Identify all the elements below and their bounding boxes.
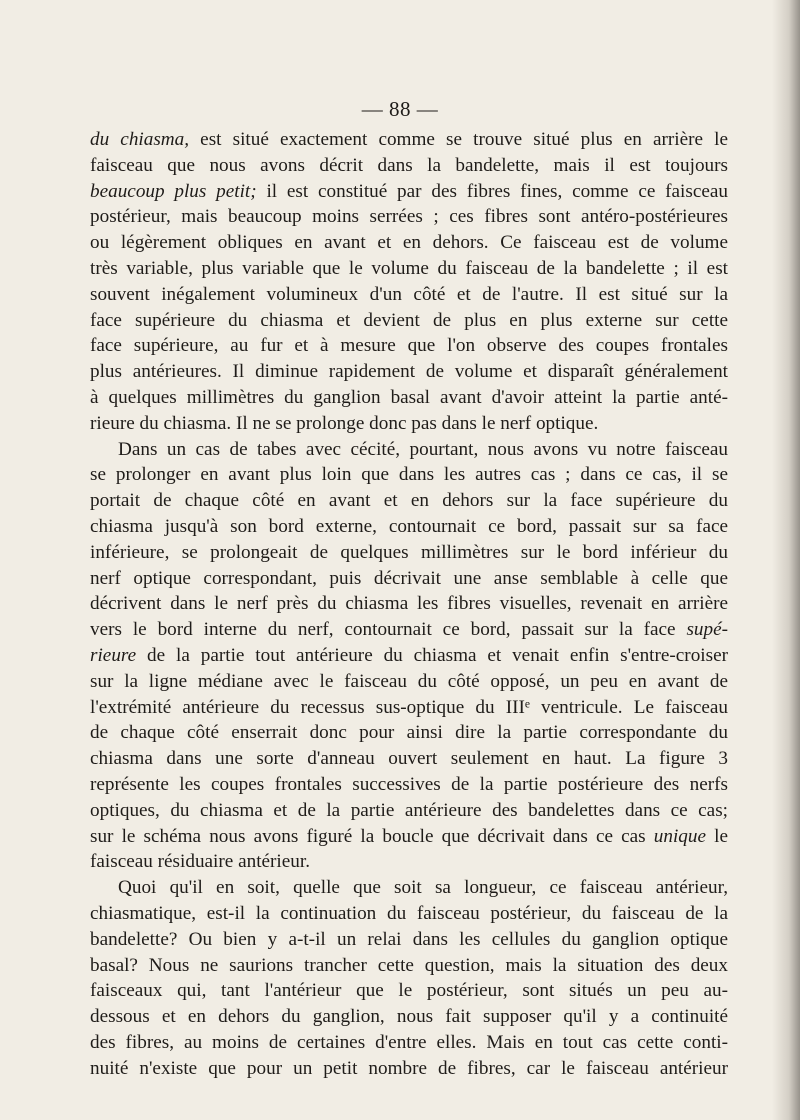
text-line xyxy=(90,849,728,875)
text-line xyxy=(90,824,728,850)
text-line xyxy=(90,746,728,772)
text-segment: inférieure, se prolongeait de quelques millimètres sur le bord inférieur du xyxy=(90,541,728,563)
text-segment: sur le schéma nous avons figuré la boucle que décrivait dans ce cas xyxy=(90,825,654,847)
text-segment: faisceau résiduaire antérieur. xyxy=(90,851,310,873)
text-line xyxy=(90,514,728,540)
text-segment: nerf optique correspondant, puis décrivait une anse semblable à celle que xyxy=(90,567,728,589)
text-line xyxy=(90,901,728,927)
text-line xyxy=(90,798,728,824)
text-line xyxy=(90,953,728,979)
text-segment: l'extrémité antérieure du recessus sus-optique du IIIᵉ ventricule. Le faisceau xyxy=(90,696,728,718)
text-line xyxy=(90,359,728,385)
text-line xyxy=(90,385,728,411)
page-gutter-shadow xyxy=(772,0,800,1120)
italic-text: supé- xyxy=(686,619,728,641)
text-line xyxy=(90,179,728,205)
text-segment: face supérieure du chiasma et devient de plus en plus externe sur cette xyxy=(90,309,728,331)
text-segment: Dans un cas de tabes avec cécité, pourtant, nous avons vu notre faisceau xyxy=(118,438,728,460)
text-segment: représente les coupes frontales successives de la partie postérieure des nerfs xyxy=(90,773,728,795)
text-segment: très variable, plus variable que le volume du faisceau de la bandelette ; il est xyxy=(90,257,728,279)
text-line xyxy=(90,153,728,179)
text-line xyxy=(90,875,728,901)
italic-text: rieure xyxy=(90,644,137,666)
text-segment: chiasma jusqu'à son bord externe, contournait ce bord, passait sur sa face xyxy=(90,515,728,537)
text-line xyxy=(90,411,728,437)
text-line xyxy=(90,333,728,359)
text-segment: basal? Nous ne saurions trancher cette question, mais la situation des deux xyxy=(90,954,728,976)
text-segment: faisceaux qui, tant l'antérieur que le postérieur, sont situés un peu au- xyxy=(90,980,728,1002)
text-segment: dessous et en dehors du ganglion, nous fait supposer qu'il y a continuité xyxy=(90,1006,728,1028)
text-line xyxy=(90,204,728,230)
text-line xyxy=(90,488,728,514)
text-line xyxy=(90,1004,728,1030)
text-line xyxy=(90,978,728,1004)
text-segment: plus antérieures. Il diminue rapidement de volume et disparaît généralement xyxy=(90,361,728,383)
text-line xyxy=(90,1056,728,1082)
text-segment: de la partie tout antérieure du chiasma et venait enfin s'entre-croiser xyxy=(136,644,728,666)
text-segment: chiasma dans une sorte d'anneau ouvert seulement en haut. La figure 3 xyxy=(90,748,728,770)
text-line xyxy=(90,772,728,798)
text-segment: sur la ligne médiane avec le faisceau du côté opposé, un peu en avant de xyxy=(90,670,728,692)
page-number: — 88 — xyxy=(361,97,439,121)
text-segment: face supérieure, au fur et à mesure que l'on observe des coupes frontales xyxy=(90,335,728,357)
text-line xyxy=(90,720,728,746)
text-segment: des fibres, au moins de certaines d'entre elles. Mais en tout cas cette conti- xyxy=(90,1031,728,1053)
text-line xyxy=(90,308,728,334)
text-segment: nuité n'existe que pour un petit nombre de fibres, car le faisceau antérieur xyxy=(90,1057,728,1079)
italic-text: beaucoup plus petit; xyxy=(90,180,257,202)
text-line xyxy=(90,566,728,592)
text-line xyxy=(90,1030,728,1056)
text-segment: souvent inégalement volumineux d'un côté et de l'autre. Il est situé sur la xyxy=(90,283,728,305)
text-segment: ou légèrement obliques en avant et en dehors. Ce faisceau est de volume xyxy=(90,232,728,254)
text-line xyxy=(90,643,728,669)
text-line xyxy=(90,230,728,256)
text-segment: de chaque côté enserrait donc pour ainsi dire la partie correspondante du xyxy=(90,722,728,744)
text-segment: faisceau que nous avons décrit dans la bandelette, mais il est toujours xyxy=(90,154,728,176)
text-segment: rieure du chiasma. Il ne se prolonge donc pas dans le nerf optique. xyxy=(90,412,599,434)
text-segment: postérieur, mais beaucoup moins serrées ; ces fibres sont antéro-postérieures xyxy=(90,206,728,228)
text-segment: le xyxy=(706,825,728,847)
text-segment: décrivent dans le nerf près du chiasma les fibres visuelles, revenait en arrière xyxy=(90,593,728,615)
body-text xyxy=(90,127,728,1081)
text-line xyxy=(90,695,728,721)
text-line xyxy=(90,462,728,488)
text-segment: se prolonger en avant plus loin que dans les autres cas ; dans ce cas, il se xyxy=(90,464,728,486)
text-line xyxy=(90,927,728,953)
italic-text: du chiasma, xyxy=(90,129,190,150)
text-line xyxy=(90,127,728,153)
text-segment: portait de chaque côté en avant et en dehors sur la face supérieure du xyxy=(90,490,728,512)
text-line xyxy=(90,540,728,566)
text-segment: chiasmatique, est-il la continuation du faisceau postérieur, du faisceau de la xyxy=(90,902,728,924)
text-segment: bandelette? Ou bien y a-t-il un relai dans les cellules du ganglion optique xyxy=(90,928,728,950)
text-segment: il est constitué par des fibres fines, comme ce faisceau xyxy=(256,180,728,202)
text-segment: vers le bord interne du nerf, contournait ce bord, passait sur la face xyxy=(90,619,687,641)
text-line xyxy=(90,591,728,617)
text-segment: Quoi qu'il en soit, quelle que soit sa longueur, ce faisceau antérieur, xyxy=(118,877,728,899)
text-segment: optiques, du chiasma et de la partie antérieure des bandelettes dans ce cas; xyxy=(90,799,728,821)
text-line xyxy=(90,437,728,463)
italic-text: unique xyxy=(653,825,707,847)
text-segment: à quelques millimètres du ganglion basal avant d'avoir atteint la partie anté- xyxy=(90,386,728,408)
text-line xyxy=(90,669,728,695)
text-segment: est situé exactement comme se trouve situé plus en arrière le xyxy=(189,129,728,150)
text-line xyxy=(90,256,728,282)
text-line xyxy=(90,617,728,643)
text-line xyxy=(90,282,728,308)
